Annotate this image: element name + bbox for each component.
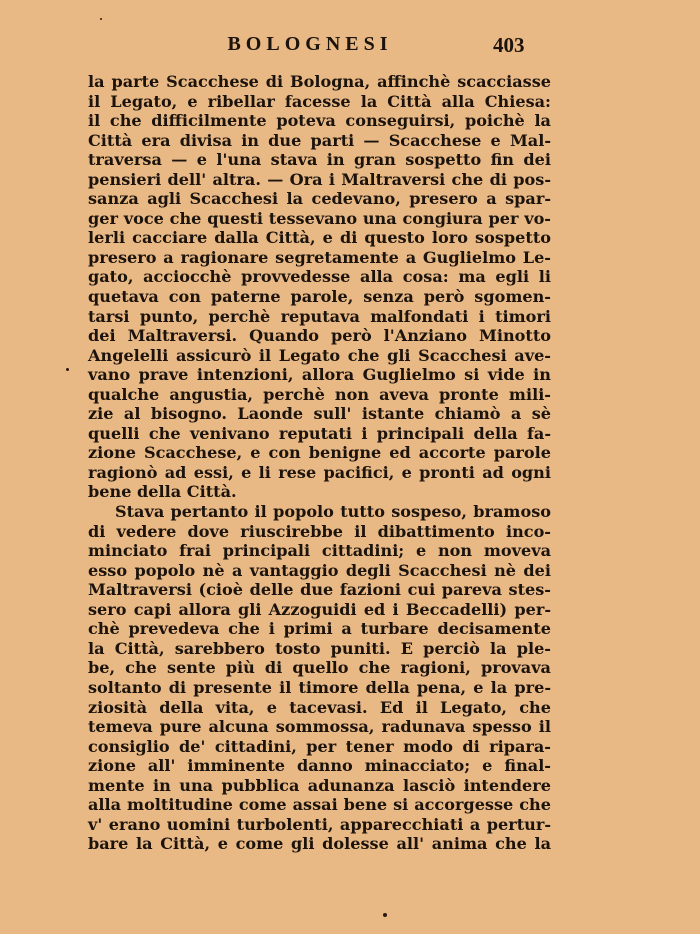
text-line: tarsi punto, perchè reputava malfondati i timori xyxy=(88,306,551,326)
paragraph-start-line: Stava pertanto il popolo tutto sospeso, bramoso xyxy=(115,502,551,522)
text-line: di vedere dove riuscirebbe il dibattimento inco- xyxy=(88,521,551,541)
text-line: il Legato, e ribellar facesse la Città alla Chiesa: xyxy=(88,91,551,111)
page-number: 403 xyxy=(493,33,525,57)
text-line: sero capi allora gli Azzoguidi ed i Beccadelli) per- xyxy=(88,599,551,619)
text-line: be, che sente più di quello che ragioni, provava xyxy=(88,658,551,678)
text-line: Angelelli assicurò il Legato che gli Scacchesi ave- xyxy=(88,345,551,365)
text-line: chè prevedeva che i primi a turbare decisamente xyxy=(88,619,551,639)
text-line: esso popolo nè a vantaggio degli Scacchesi nè dei xyxy=(88,560,551,580)
text-line: lerli cacciare dalla Città, e di questo loro sospetto xyxy=(88,228,551,248)
text-line: quetava con paterne parole, senza però sgomen- xyxy=(88,287,551,307)
text-line: mente in una pubblica adunanza lasciò intendere xyxy=(88,775,551,795)
text-line: vano prave intenzioni, allora Guglielmo si vide in xyxy=(88,365,551,385)
ink-speck xyxy=(100,18,102,20)
text-line: minciato frai principali cittadini; e non moveva xyxy=(88,541,551,561)
running-title: BOLOGNESI xyxy=(227,33,393,55)
text-line: v' erano uomini turbolenti, apparecchiati a pertur- xyxy=(88,814,551,834)
text-line: dei Maltraversi. Quando però l'Anziano Minotto xyxy=(88,326,551,346)
text-line: ragionò ad essi, e li rese pacifici, e pronti ad ogni xyxy=(88,462,551,482)
text-line: gato, acciocchè provvedesse alla cosa: ma egli li xyxy=(88,267,551,287)
body-text xyxy=(88,72,551,854)
text-line: alla moltitudine come assai bene si accorgesse che xyxy=(88,795,551,815)
text-line: soltanto di presente il timore della pena, e la pre- xyxy=(88,677,551,697)
paragraph-end-line: bene della Città. xyxy=(88,482,237,502)
text-line: quelli che venivano reputati i principali della fa- xyxy=(88,423,551,443)
text-line: consiglio de' cittadini, per tener modo di ripara- xyxy=(88,736,551,756)
ink-speck xyxy=(383,913,387,917)
text-line: zione Scacchese, e con benigne ed accorte parole xyxy=(88,443,551,463)
text-line: ziosità della vita, e tacevasi. Ed il Legato, che xyxy=(88,697,551,717)
text-line: il che difficilmente poteva conseguirsi, poichè la xyxy=(88,111,551,131)
text-line: presero a ragionare segretamente a Guglielmo Le- xyxy=(88,247,551,267)
text-line: ger voce che questi tessevano una congiura per vo- xyxy=(88,208,551,228)
text-line: pensieri dell' altra. — Ora i Maltraversi che di pos- xyxy=(88,169,551,189)
text-line: qualche angustia, perchè non aveva pronte mili- xyxy=(88,384,551,404)
text-line: Città era divisa in due parti — Scacchese e Mal- xyxy=(88,130,551,150)
ink-speck xyxy=(66,368,69,371)
text-line: Maltraversi (cioè delle due fazioni cui pareva stes- xyxy=(88,580,551,600)
text-line: la Città, sarebbero tosto puniti. E perciò la ple- xyxy=(88,638,551,658)
text-line: la parte Scacchese di Bologna, affinchè scacciasse xyxy=(88,72,551,91)
text-line: bare la Città, e come gli dolesse all' anima che la xyxy=(88,834,551,854)
text-line: temeva pure alcuna sommossa, radunava spesso il xyxy=(88,717,551,737)
text-line: zie al bisogno. Laonde sull' istante chiamò a sè xyxy=(88,404,551,424)
text-line: traversa — e l'una stava in gran sospetto fin dei xyxy=(88,150,551,170)
text-line: zione all' imminente danno minacciato; e final- xyxy=(88,756,551,776)
text-line: sanza agli Scacchesi la cedevano, presero a spar- xyxy=(88,189,551,209)
